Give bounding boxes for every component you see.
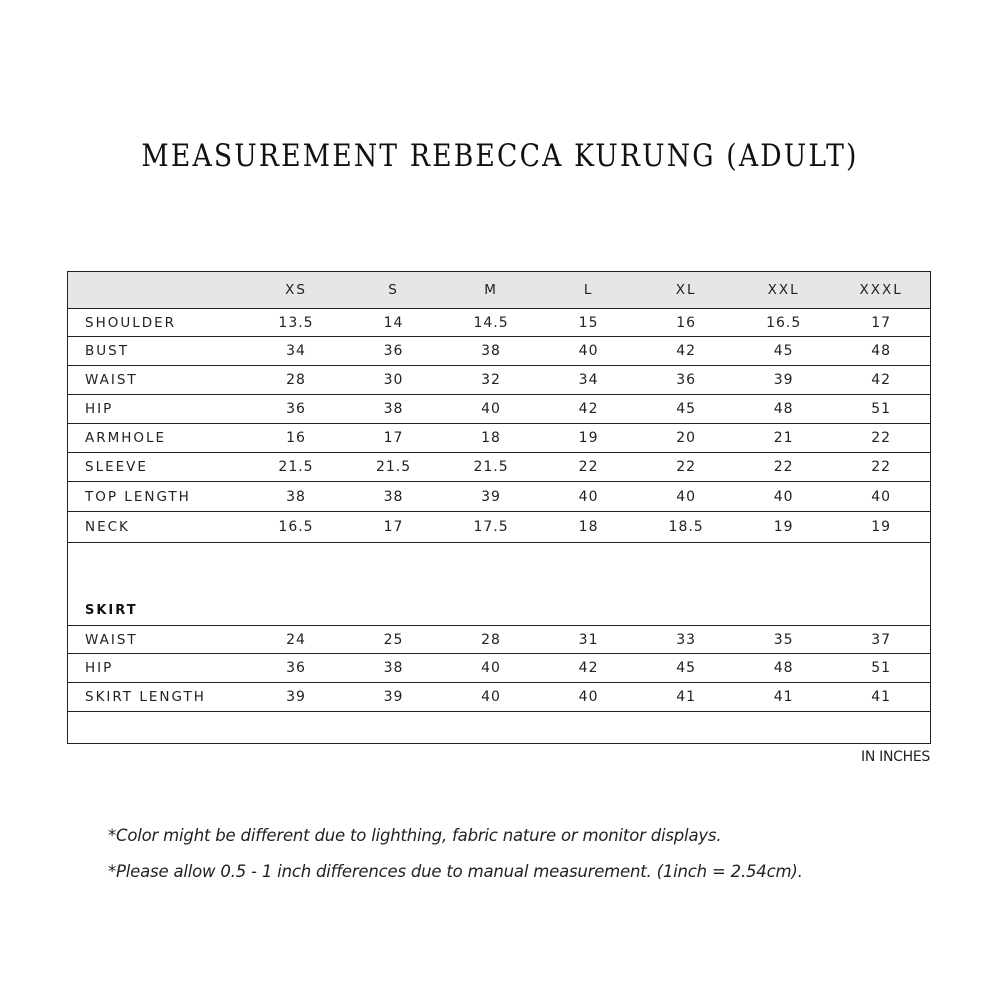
measurement-cell: 17 (383, 430, 404, 446)
measurement-cell: 14 (383, 314, 404, 331)
measurement-cell: 28 (481, 631, 501, 648)
row-label: HIP (85, 660, 114, 676)
measurement-cell: 34 (286, 343, 306, 359)
measurement-cell: 19 (871, 519, 892, 535)
measurement-cell: 18.5 (668, 519, 704, 535)
measurement-cell: 22 (871, 459, 892, 475)
table-row (68, 366, 930, 395)
page-title: MEASUREMENT REBECCA KURUNG (ADULT) (141, 138, 859, 174)
row-label: ARMHOLE (85, 430, 167, 446)
row-label: SKIRT LENGTH (85, 689, 206, 705)
measurement-cell: 22 (676, 459, 697, 475)
size-header: XS (285, 282, 307, 298)
row-label: SHOULDER (85, 314, 177, 331)
measurement-cell: 51 (871, 401, 892, 417)
color-disclaimer: *Color might be different due to lighthing, fabric nature or monitor displays. (108, 826, 722, 845)
measurement-cell: 18 (578, 519, 599, 535)
measurement-cell: 41 (676, 689, 697, 705)
measurement-cell: 33 (676, 631, 697, 648)
measurement-cell: 21 (773, 430, 794, 446)
measurement-cell: 42 (871, 372, 892, 388)
measurement-cell: 40 (578, 343, 599, 359)
measurement-cell: 38 (383, 660, 404, 676)
measurement-cell: 41 (773, 689, 794, 705)
measurement-cell: 45 (773, 343, 794, 359)
measurement-cell: 41 (871, 689, 892, 705)
measurement-cell: 13.5 (278, 314, 314, 331)
row-label: NECK (85, 519, 130, 535)
measurement-cell: 39 (773, 372, 794, 388)
measurement-cell: 40 (481, 401, 501, 417)
measurement-cell: 45 (676, 401, 697, 417)
measurement-cell: 16.5 (766, 314, 802, 331)
table-row (68, 654, 930, 683)
measurement-cell: 18 (481, 430, 501, 446)
measurement-cell: 36 (676, 372, 697, 388)
measurement-cell: 22 (871, 430, 892, 446)
measurement-cell: 17.5 (473, 519, 509, 535)
row-label: HIP (85, 401, 114, 417)
measurement-cell: 21.5 (473, 459, 509, 475)
measurement-cell: 40 (578, 689, 599, 705)
measurement-cell: 15 (578, 314, 599, 331)
measurement-cell: 40 (871, 488, 892, 505)
measurement-cell: 38 (383, 401, 404, 417)
row-label: WAIST (85, 631, 138, 648)
row-label: BUST (85, 343, 129, 359)
measurement-cell: 39 (383, 689, 404, 705)
table-row (68, 453, 930, 482)
table-row (68, 512, 930, 543)
row-label: TOP LENGTH (85, 488, 191, 505)
measurement-cell: 21.5 (375, 459, 412, 475)
measurement-cell: 19 (578, 430, 599, 446)
measurement-cell: 42 (676, 343, 697, 359)
measurement-cell: 38 (286, 488, 306, 505)
unit-note: IN INCHES (861, 749, 930, 765)
measurement-cell: 42 (578, 660, 599, 676)
size-header: XXXL (859, 282, 903, 298)
measurement-cell: 40 (773, 488, 794, 505)
table-row (68, 309, 930, 337)
measurement-cell: 17 (383, 519, 404, 535)
table-row (68, 395, 930, 424)
measurement-cell: 24 (286, 631, 306, 648)
measurement-cell: 51 (871, 660, 892, 676)
measurement-cell: 16.5 (278, 519, 314, 535)
measurement-cell: 40 (578, 488, 599, 505)
measurement-cell: 22 (773, 459, 794, 475)
table-row (68, 337, 930, 366)
measurement-cell: 38 (481, 343, 501, 359)
measurement-cell: 16 (286, 430, 306, 446)
measurement-cell: 39 (286, 689, 306, 705)
measurement-cell: 19 (773, 519, 794, 535)
table-header-row (68, 272, 930, 309)
measurement-cell: 25 (383, 631, 404, 648)
size-header: L (583, 282, 594, 298)
row-label: SLEEVE (85, 459, 148, 475)
measurement-cell: 40 (481, 689, 501, 705)
measurement-cell: 14.5 (473, 314, 509, 331)
measurement-cell: 40 (676, 488, 697, 505)
measurement-cell: 22 (578, 459, 599, 475)
measurement-cell: 30 (383, 372, 404, 388)
measurement-cell: 20 (676, 430, 697, 446)
measurement-cell: 21.5 (278, 459, 314, 475)
measurement-cell: 28 (286, 372, 306, 388)
measurement-cell: 35 (773, 631, 794, 648)
measurement-cell: 31 (578, 631, 599, 648)
empty-footer-row (68, 712, 930, 743)
size-header: XL (675, 282, 697, 298)
skirt-section-row (68, 543, 930, 626)
size-header: M (484, 282, 498, 298)
measurement-cell: 45 (676, 660, 697, 676)
measurement-cell: 34 (578, 372, 599, 388)
table-row (68, 424, 930, 453)
measurement-cell: 36 (286, 660, 306, 676)
measurement-cell: 48 (871, 343, 892, 359)
table-row (68, 683, 930, 712)
measurement-cell: 48 (773, 401, 794, 417)
measurement-cell: 40 (481, 660, 501, 676)
row-label: WAIST (85, 372, 138, 388)
size-chart-table (67, 271, 931, 744)
skirt-section-label: SKIRT (85, 603, 138, 618)
measurement-cell: 17 (871, 314, 892, 331)
table-row (68, 482, 930, 512)
table-row (68, 626, 930, 654)
size-header: S (388, 282, 399, 298)
measurement-cell: 32 (481, 372, 501, 388)
measurement-cell: 38 (383, 488, 404, 505)
measurement-cell: 42 (578, 401, 599, 417)
measurement-cell: 39 (481, 488, 501, 505)
measurement-cell: 36 (286, 401, 306, 417)
measurement-cell: 48 (773, 660, 794, 676)
size-header: XXL (767, 282, 800, 298)
measurement-cell: 36 (383, 343, 404, 359)
measurement-disclaimer: *Please allow 0.5 - 1 inch differences due to manual measurement. (1inch = 2.54cm). (108, 862, 803, 881)
measurement-cell: 37 (871, 631, 892, 648)
measurement-cell: 16 (676, 314, 697, 331)
